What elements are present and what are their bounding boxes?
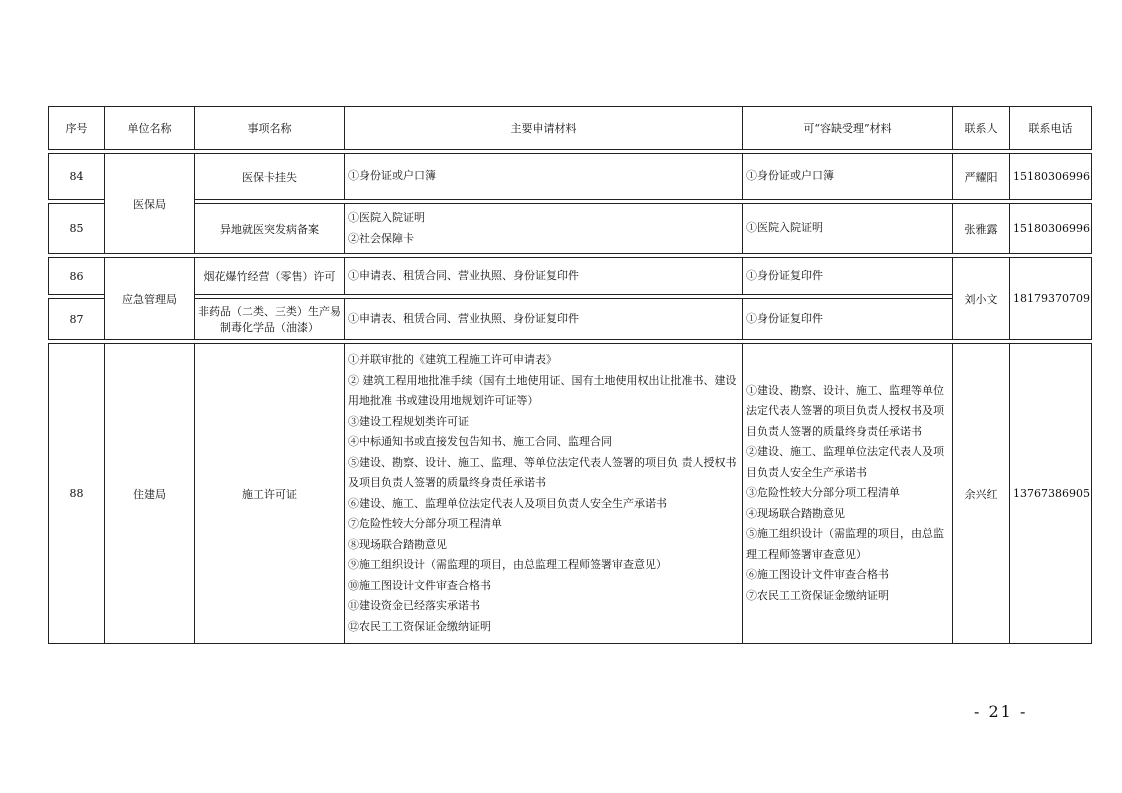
- header-cell: 联系电话: [1010, 107, 1092, 150]
- item-name: 施工许可证: [195, 344, 345, 644]
- material-line: ①身份证或户口簿: [746, 169, 834, 183]
- material-line: ①身份证或户口簿: [348, 169, 436, 183]
- item-name: 烟花爆竹经营（零售）许可: [195, 258, 345, 295]
- row-number: 88: [49, 344, 105, 644]
- material-line: ③危险性较大分部分项工程清单: [746, 486, 900, 500]
- items-table: [48, 106, 1092, 644]
- material-line: ② 建筑工程用地批准手续（国有土地使用证、国有土地使用权出让批准书、建设用地批准 书或建设用地规划许可证等）: [348, 373, 737, 407]
- main-materials: [345, 258, 743, 295]
- table-row: [49, 258, 1092, 295]
- material-line: ⑨施工组织设计（需监理的项目，由总监理工程师签署审查意见）: [348, 558, 667, 571]
- unit-name: 医保局: [105, 154, 195, 254]
- material-line: ③建设工程规划类许可证: [348, 414, 469, 428]
- material-line: ②社会保障卡: [348, 231, 414, 245]
- contact-phone: 18179370709: [1010, 258, 1092, 340]
- main-materials: [345, 344, 743, 644]
- material-line: ⑪建设资金已经落实承诺书: [348, 599, 480, 612]
- table-row: [49, 204, 1092, 254]
- material-line: ①申请表、租赁合同、营业执照、身份证复印件: [348, 311, 579, 325]
- main-materials: [345, 154, 743, 200]
- unit-name: 应急管理局: [105, 258, 195, 340]
- material-line: ⑧现场联合踏勘意见: [348, 537, 447, 551]
- main-materials: [345, 299, 743, 340]
- material-line: ④中标通知书或直接发包告知书、施工合同、监理合同: [348, 435, 612, 448]
- table-header-row: [49, 107, 1092, 150]
- material-line: ⑩施工图设计文件审查合格书: [348, 578, 491, 592]
- material-line: ②建设、施工、监理单位法定代表人及项 目负责人安全生产承诺书: [746, 445, 944, 479]
- deficiency-materials: [743, 258, 953, 295]
- material-line: ①申请表、租赁合同、营业执照、身份证复印件: [348, 268, 579, 282]
- material-line: ⑦农民工工资保证金缴纳证明: [746, 588, 889, 602]
- material-line: ①医院入院证明: [348, 211, 425, 224]
- material-line: ④现场联合踏勘意见: [746, 506, 845, 520]
- header-cell: 事项名称: [195, 107, 345, 150]
- deficiency-materials: [743, 344, 953, 644]
- row-number: 87: [49, 299, 105, 340]
- row-number: 84: [49, 154, 105, 200]
- header-cell: 序号: [49, 107, 105, 150]
- contact-person: 刘小文: [953, 258, 1010, 340]
- contact-phone: 15180306996: [1010, 204, 1092, 254]
- header-cell: 联系人: [953, 107, 1010, 150]
- unit-name: 住建局: [105, 344, 195, 644]
- material-line: ⑥施工图设计文件审查合格书: [746, 568, 889, 582]
- material-line: ⑤建设、勘察、设计、施工、监理、等单位法定代表人签署的项目负 责人授权书及项目负责人签署的质量终身责任承诺书: [348, 455, 737, 489]
- table-row: [49, 154, 1092, 200]
- material-line: ①医院入院证明: [746, 221, 823, 235]
- item-name: 非药品（二类、三类）生产易制毒化学品（油漆）: [195, 299, 345, 340]
- deficiency-materials: [743, 154, 953, 200]
- row-number: 86: [49, 258, 105, 295]
- material-line: ①并联审批的《建筑工程施工许可申请表》: [348, 353, 557, 366]
- material-line: ①身份证复印件: [746, 268, 823, 282]
- item-name: 异地就医突发病备案: [195, 204, 345, 254]
- contact-person: 余兴红: [953, 344, 1010, 644]
- deficiency-materials: [743, 204, 953, 254]
- row-number: 85: [49, 204, 105, 254]
- header-cell: 主要申请材料: [345, 107, 743, 150]
- item-name: 医保卡挂失: [195, 154, 345, 200]
- header-cell: 单位名称: [105, 107, 195, 150]
- header-cell: 可“容缺受理”材料: [743, 107, 953, 150]
- contact-person: 张雅露: [953, 204, 1010, 254]
- contact-person: 严耀阳: [953, 154, 1010, 200]
- table-row: [49, 299, 1092, 340]
- material-line: ⑤施工组织设计（需监理的项目，由总监理工程师签署审查意见）: [746, 527, 944, 561]
- deficiency-materials: [743, 299, 953, 340]
- material-line: ⑥建设、施工、监理单位法定代表人及项目负责人安全生产承诺书: [348, 496, 667, 510]
- material-line: ⑦危险性较大分部分项工程清单: [348, 517, 502, 530]
- material-line: ⑫农民工工资保证金缴纳证明: [348, 619, 491, 633]
- material-line: ①建设、勘察、设计、施工、监理等单位法定代表人签署的项目负责人授权书及项 目负责人签署的质量终身责任承诺书: [746, 383, 944, 438]
- page-number: - 21 -: [974, 702, 1028, 721]
- contact-phone: 13767386905: [1010, 344, 1092, 644]
- table-row: [49, 344, 1092, 644]
- material-line: ①身份证复印件: [746, 311, 823, 325]
- main-materials: [345, 204, 743, 254]
- contact-phone: 15180306996: [1010, 154, 1092, 200]
